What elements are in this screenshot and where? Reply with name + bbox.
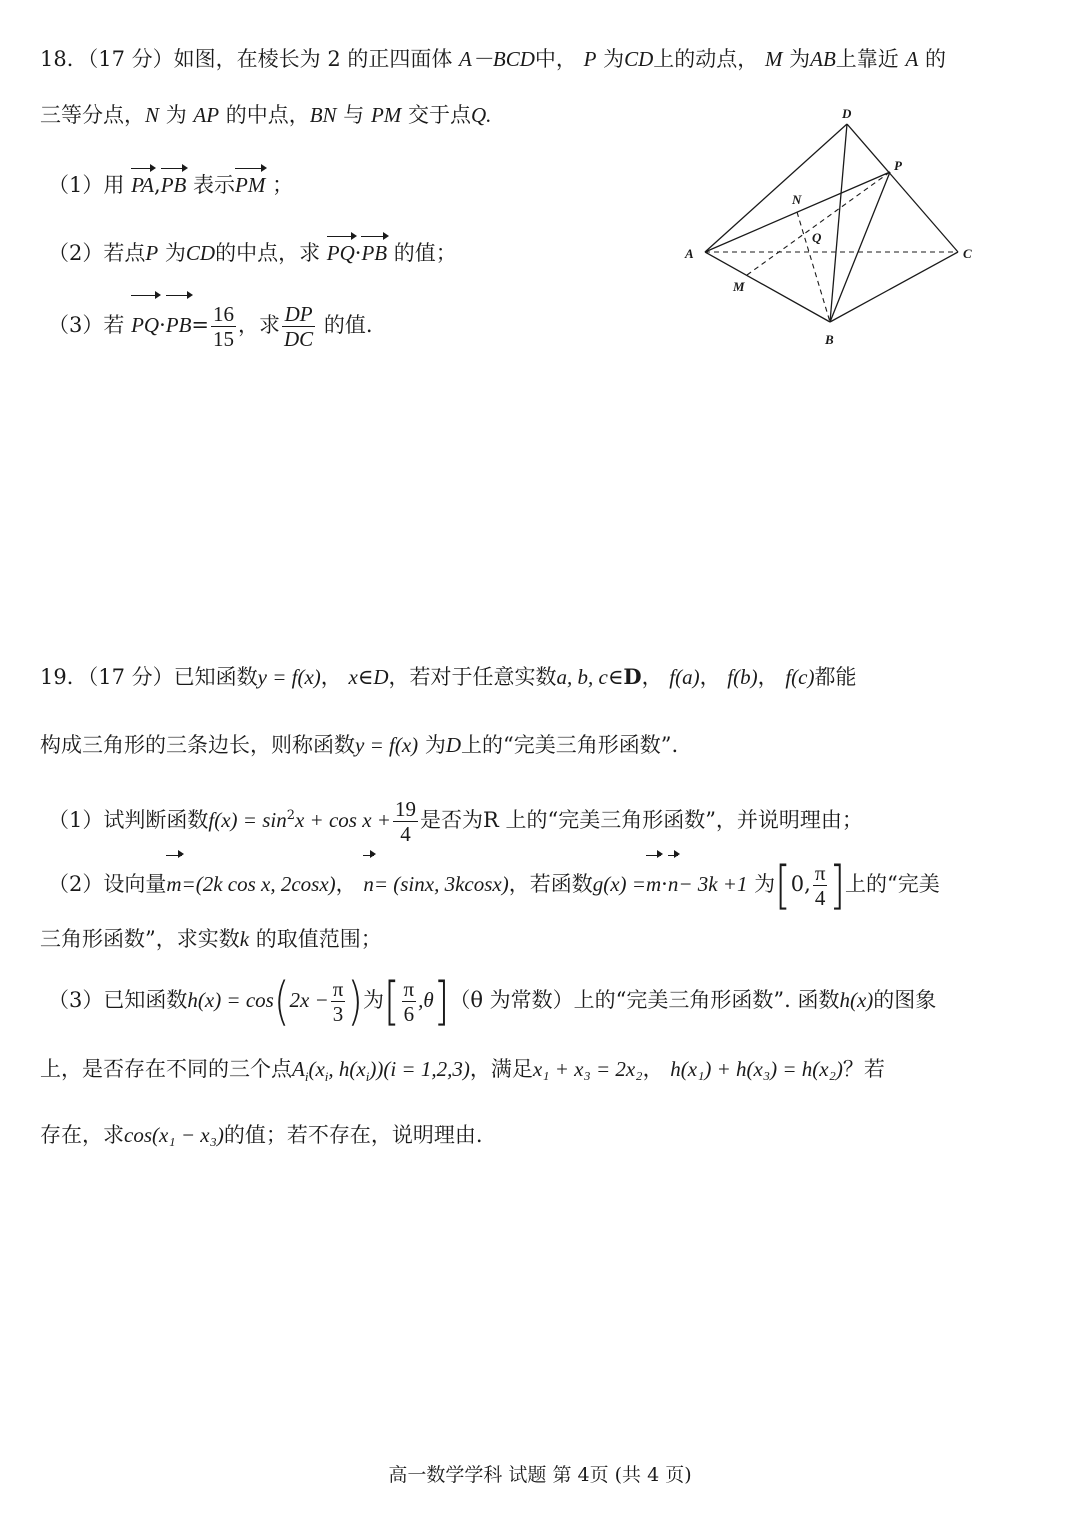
q19-math: 2x − [289, 988, 329, 1012]
label-M: M [733, 279, 745, 294]
edge-AB [705, 252, 830, 322]
q19-text: 是否为R 上的“完美三角形函数”，并说明理由； [419, 808, 863, 832]
edge-DA [705, 124, 847, 252]
fraction-16-15 [211, 302, 236, 351]
q19-math: i [365, 1069, 370, 1085]
q18-A: A [905, 47, 919, 71]
q18-text: 为 [603, 47, 625, 71]
q19-text: ， [642, 1057, 664, 1081]
label-A: A [685, 246, 694, 261]
frac-den: 6 [403, 1002, 415, 1026]
vec-PB: PB [361, 238, 387, 268]
q19-math: f(b) [727, 665, 758, 689]
q19-text: ，若函数 [508, 872, 593, 896]
bracket-right: ] [433, 971, 450, 1032]
paren-right: ) [347, 971, 363, 1032]
frac-num: 16 [213, 302, 235, 326]
q18-CD: CD [185, 241, 216, 265]
q19-part3-line3 [40, 1120, 483, 1150]
q18-score: （17 分） [87, 47, 174, 71]
q18-M: M [764, 47, 783, 71]
q18-text: ； [272, 173, 294, 197]
q19-part2 [48, 855, 940, 916]
q18-AP: AP [193, 103, 220, 127]
q19-text: ， [641, 665, 663, 689]
q19-text: （θ 为常数）上的“完美三角形函数”. 函数 [449, 988, 840, 1012]
q19-part1 [48, 788, 863, 844]
q18-text: 上靠近 [835, 47, 899, 71]
q18-text: 为 [789, 47, 811, 71]
q19-text: ， [757, 665, 779, 689]
q18-text: 与 [343, 103, 365, 127]
q19-math: = (sinx, 3kcosx) [373, 872, 509, 896]
frac-den: 4 [400, 822, 411, 846]
q18-CD: CD [624, 47, 654, 71]
q18-text: 的中点，求 [215, 241, 321, 265]
q19-math: y = f(x) [257, 665, 321, 689]
edge-DC [847, 124, 958, 252]
q19-text: 三角形函数”，求实数 [40, 927, 240, 951]
q19-score: （17 分） [87, 665, 174, 689]
q19-math: f(a) [669, 665, 700, 689]
vec-PB: PB [166, 297, 192, 353]
frac-num: π [332, 977, 344, 1001]
vec-PQ: PQ [327, 238, 355, 268]
vec-m: m [646, 856, 661, 912]
q19-text: ？若 [842, 1057, 885, 1081]
q19-text: 的图象 [873, 988, 937, 1012]
q19-text: 为 [362, 988, 384, 1012]
q19-p1-label: （1）试判断函数 [48, 808, 209, 832]
edge-DB [830, 124, 847, 322]
q19-text: ， [335, 872, 357, 896]
tetrahedron-diagram [675, 100, 995, 350]
q18-part3 [48, 297, 373, 353]
q18-text: 为 [165, 103, 187, 127]
vec-PB: PB [161, 170, 187, 200]
q19-text: ， [699, 665, 721, 689]
q19-math: D [623, 664, 642, 689]
q19-text: ， [320, 665, 342, 689]
frac-num: π [403, 977, 415, 1001]
bracket-left: [ [775, 855, 791, 916]
q19-part3 [48, 971, 937, 1032]
q18-line1 [40, 44, 946, 74]
frac-den: 4 [814, 886, 826, 910]
q18-text: 上的动点， [653, 47, 759, 71]
vec-m: m [166, 856, 181, 912]
page-footer: 高一数学学科 试题 第 4页 (共 4 页) [388, 1464, 692, 1486]
bracket-right: ] [829, 855, 846, 916]
q19-number: 19． [40, 665, 88, 689]
q18-BN: BN [309, 103, 337, 127]
vec-PQ: PQ [131, 297, 159, 353]
q18-Q: Q. [470, 103, 492, 127]
q19-math: A [292, 1057, 305, 1081]
q18-PM: PM [370, 103, 402, 127]
q19-math: y = f(x) [355, 733, 419, 757]
q19-math: x∈D [348, 665, 389, 689]
q19-part3-line2 [40, 1054, 885, 1092]
q19-math: , h(x [328, 1057, 366, 1081]
q18-p1-label: （1）用 [48, 173, 125, 197]
q18-text: 的值； [393, 241, 457, 265]
segment-PM [747, 172, 890, 275]
q18-text: 的值. [323, 313, 373, 337]
label-P: P [894, 158, 902, 173]
dot: · [354, 241, 362, 265]
q18-text: 交于点 [407, 103, 471, 127]
frac-num: 19 [394, 797, 416, 821]
q18-part1 [48, 170, 293, 200]
label-C: C [963, 246, 972, 261]
vec-PM: PM [235, 170, 265, 200]
q19-p2-label: （2）设向量 [48, 872, 167, 896]
q19-text: 上的“完美 [845, 872, 940, 896]
q18-part2 [48, 238, 457, 268]
q18-AB: AB [810, 47, 836, 71]
frac-den: 15 [213, 327, 235, 351]
q18-text: 如图，在棱长为 2 的正四面体 [173, 47, 453, 71]
q19-math: i [324, 1069, 329, 1085]
q19-p3-label: （3）已知函数 [48, 988, 188, 1012]
q18-P: P [583, 47, 597, 71]
q19-text: ，若对于任意实数 [388, 665, 557, 689]
vec-n: n [363, 856, 374, 912]
q18-text: 为 [164, 241, 186, 265]
vec-n: n [668, 856, 679, 912]
q18-text: 的中点， [225, 103, 310, 127]
q18-p2-label: （2）若点 [48, 241, 146, 265]
q19-text: 为 [754, 872, 776, 896]
q19-math: h(x₁) + h(x₃) = h(x₂) [670, 1057, 843, 1081]
q19-math: f(x) = sin [208, 808, 287, 832]
edge-BC [830, 252, 958, 322]
q19-text: 的值；若不存在，说明理由. [223, 1123, 483, 1147]
q19-math: − 3k +1 [678, 872, 748, 896]
bracket-left: [ [383, 971, 400, 1032]
label-D: D [842, 106, 852, 121]
q19-math: k [239, 927, 250, 951]
q19-math: f(c) [785, 665, 815, 689]
q18-line2 [40, 100, 491, 130]
label-N: N [792, 192, 802, 207]
paren-left: ( [273, 971, 290, 1032]
q19-text: 都能 [814, 665, 857, 689]
label-B: B [825, 332, 834, 347]
q19-math: i [304, 1069, 309, 1085]
q19-text: 上的“完美三角形函数”. [461, 733, 679, 757]
q19-text: 上，是否存在不同的三个点 [40, 1057, 292, 1081]
q19-text: 构成三角形的三条边长，则称函数 [40, 733, 355, 757]
equals: = [191, 313, 210, 337]
q18-p3-label: （3）若 [48, 313, 125, 337]
fraction-pi-4 [813, 861, 828, 910]
q19-math: (x [308, 1057, 325, 1081]
frac-num: DP [282, 302, 315, 327]
q19-math: a, b, c∈ [556, 665, 624, 689]
q19-math: ))(i = 1,2,3) [369, 1057, 470, 1081]
q19-math: ,θ [418, 988, 434, 1012]
label-Q: Q [812, 230, 822, 245]
q18-text: ，求 [238, 313, 281, 337]
q19-text: 的取值范围； [255, 927, 382, 951]
q19-text: 存在，求 [40, 1123, 124, 1147]
fraction-DP-DC [282, 302, 315, 351]
q19-text: 为 [424, 733, 446, 757]
q18-number: 18． [40, 47, 88, 71]
q19-math: h(x) [839, 988, 874, 1012]
segment-BN [797, 212, 830, 322]
q19-text: ，满足 [469, 1057, 533, 1081]
fraction-pi-3 [331, 977, 346, 1026]
frac-den: 3 [332, 1002, 344, 1026]
fraction-19-4 [393, 797, 418, 846]
frac-den: DC [284, 327, 314, 351]
q18-text: 的 [925, 47, 946, 71]
q19-math: D [445, 733, 461, 757]
q19-math: g(x) = [592, 872, 646, 896]
q19-math: x + cos x + [294, 808, 391, 832]
q18-P: P [145, 241, 159, 265]
q19-math: 0, [790, 872, 811, 896]
q19-part2-line2 [40, 924, 382, 954]
dot: · [159, 313, 166, 337]
vec-PA: PA [131, 170, 154, 200]
q18-text: 三等分点， [40, 103, 145, 127]
dot: · [661, 872, 668, 896]
q19-math: h(x) = cos [187, 988, 274, 1012]
q18-text: 表示 [193, 173, 236, 197]
frac-num: π [814, 861, 826, 885]
q18-text: 中， [534, 47, 577, 71]
q19-line2 [40, 730, 678, 760]
fraction-pi-6 [402, 977, 417, 1026]
comma: , [154, 173, 161, 197]
q19-math: cos(x₁ − x₃) [124, 1123, 224, 1147]
q19-line1 [40, 662, 856, 692]
q19-math: =(2k cos x, 2cosx) [181, 872, 336, 896]
q18-N: N [145, 103, 160, 127]
q19-math: 2 [286, 808, 295, 823]
q19-text: 已知函数 [173, 665, 258, 689]
q18-tetra: A－BCD [459, 47, 535, 71]
q19-math: x₁ + x₃ = 2x₂ [532, 1057, 643, 1081]
